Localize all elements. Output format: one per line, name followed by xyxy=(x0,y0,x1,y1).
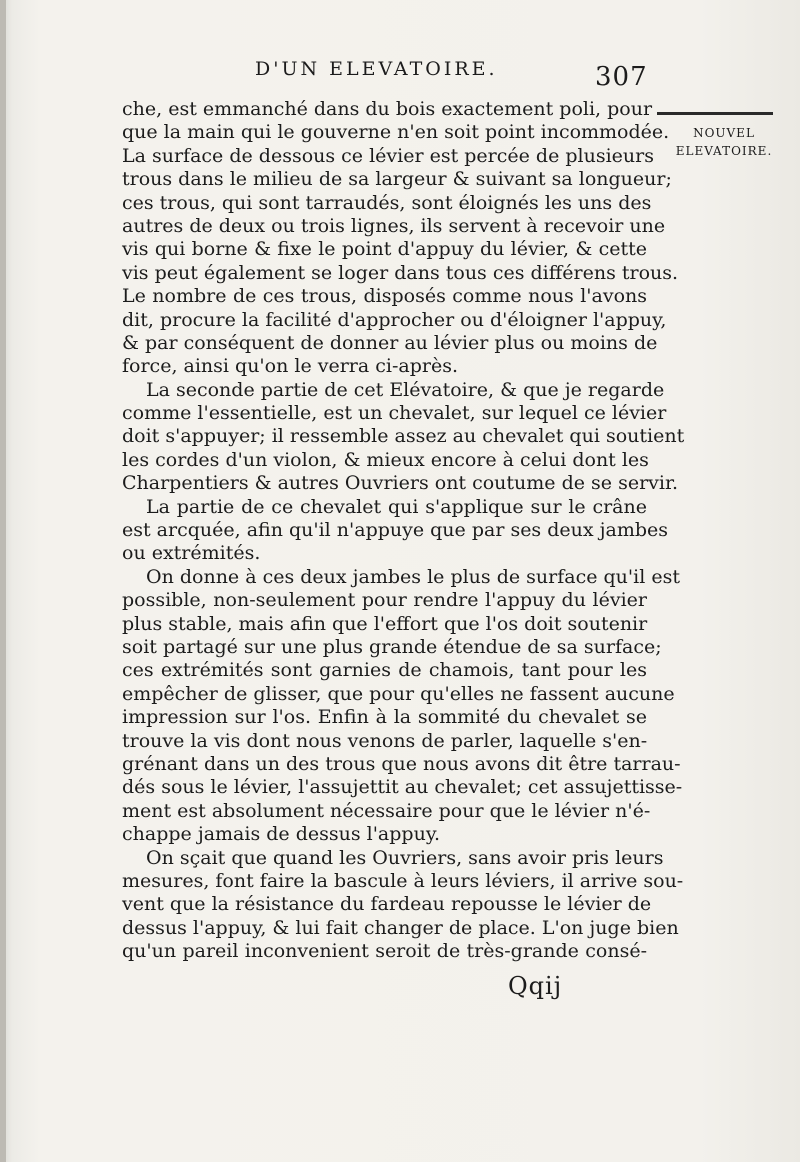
text-line: dessus l'appuy, & lui fait changer de place. L'on juge bien xyxy=(122,916,679,939)
text-line: trouve la vis dont nous venons de parler, laquelle s'en- xyxy=(122,729,648,752)
text-line: & par conséquent de donner au lévier plus ou moins de xyxy=(122,331,658,354)
signature-mark: Qqij xyxy=(508,972,563,1000)
margin-note xyxy=(654,124,794,160)
text-line: autres de deux ou trois lignes, ils servent à recevoir une xyxy=(122,214,666,237)
text-line: les cordes d'un violon, & mieux encore à celui dont les xyxy=(122,448,649,471)
text-line: comme l'essentielle, est un chevalet, sur lequel ce lévier xyxy=(122,402,667,425)
text-line: vis qui borne & fixe le point d'appuy du lévier, & cette xyxy=(122,238,647,261)
text-line: plus stable, mais afin que l'effort que l'os doit soutenir xyxy=(122,612,648,635)
text-line: La partie de ce chevalet qui s'applique sur le crâne xyxy=(146,495,647,518)
text-line: La seconde partie de cet Elévatoire, & que je regarde xyxy=(146,378,665,401)
text-line: ment est absolument nécessaire pour que le lévier n'é- xyxy=(122,799,651,822)
margin-note-line: ELEVATOIRE. xyxy=(675,144,773,158)
text-line: trous dans le milieu de sa largeur & suivant sa longueur; xyxy=(122,168,672,191)
text-line: ces trous, qui sont tarraudés, sont éloignés les uns des xyxy=(122,191,652,214)
text-line: est arcquée, afin qu'il n'appuye que par ses deux jambes xyxy=(122,519,669,542)
margin-rule xyxy=(657,112,773,115)
text-line: La surface de dessous ce lévier est percée de plusieurs xyxy=(122,144,654,167)
text-line: qu'un pareil inconvenient seroit de très-grande consé- xyxy=(122,940,647,963)
text-line: Charpentiers & autres Ouvriers ont coutume de se servir. xyxy=(122,472,678,495)
text-line: ces extrémités sont garnies de chamois, tant pour les xyxy=(122,659,647,682)
text-line: possible, non-seulement pour rendre l'appuy du lévier xyxy=(122,589,647,612)
text-line: que la main qui le gouverne n'en soit point incommodée. xyxy=(122,121,670,144)
margin-note-line: NOUVEL xyxy=(693,126,755,140)
text-line: force, ainsi qu'on le verra ci-après. xyxy=(122,355,458,378)
text-line: chappe jamais de dessus l'appuy. xyxy=(122,823,441,846)
text-line: Le nombre de ces trous, disposés comme nous l'avons xyxy=(122,285,647,308)
text-line: On sçait que quand les Ouvriers, sans avoir pris leurs xyxy=(146,846,664,869)
text-line: soit partagé sur une plus grande étendue de sa surface; xyxy=(122,635,662,658)
text-line: On donne à ces deux jambes le plus de surface qu'il est xyxy=(146,565,680,588)
text-line: impression sur l'os. Enfin à la sommité du chevalet se xyxy=(122,706,647,729)
text-line: grénant dans un des trous que nous avons dit être tarrau- xyxy=(122,752,681,775)
text-line: doit s'appuyer; il ressemble assez au chevalet qui soutient xyxy=(122,425,685,448)
text-line: empêcher de glisser, que pour qu'elles ne fassent aucune xyxy=(122,682,675,705)
text-line: dit, procure la facilité d'approcher ou d'éloigner l'appuy, xyxy=(122,308,667,331)
text-line: mesures, font faire la bascule à leurs léviers, il arrive sou- xyxy=(122,869,684,892)
page-gutter-shadow xyxy=(0,0,6,1162)
running-head: D'UN ELEVATOIRE. xyxy=(255,58,498,80)
text-line: che, est emmanché dans du bois exactement poli, pour xyxy=(122,98,653,120)
page-number: 307 xyxy=(595,62,648,92)
text-line: dés sous le lévier, l'assujettit au chevalet; cet assujettisse- xyxy=(122,776,683,799)
text-line: vis peut également se loger dans tous ces différens trous. xyxy=(122,261,679,284)
body-text xyxy=(122,98,685,963)
text-line: ou extrémités. xyxy=(122,542,261,565)
text-line: vent que la résistance du fardeau repousse le lévier de xyxy=(122,893,652,916)
